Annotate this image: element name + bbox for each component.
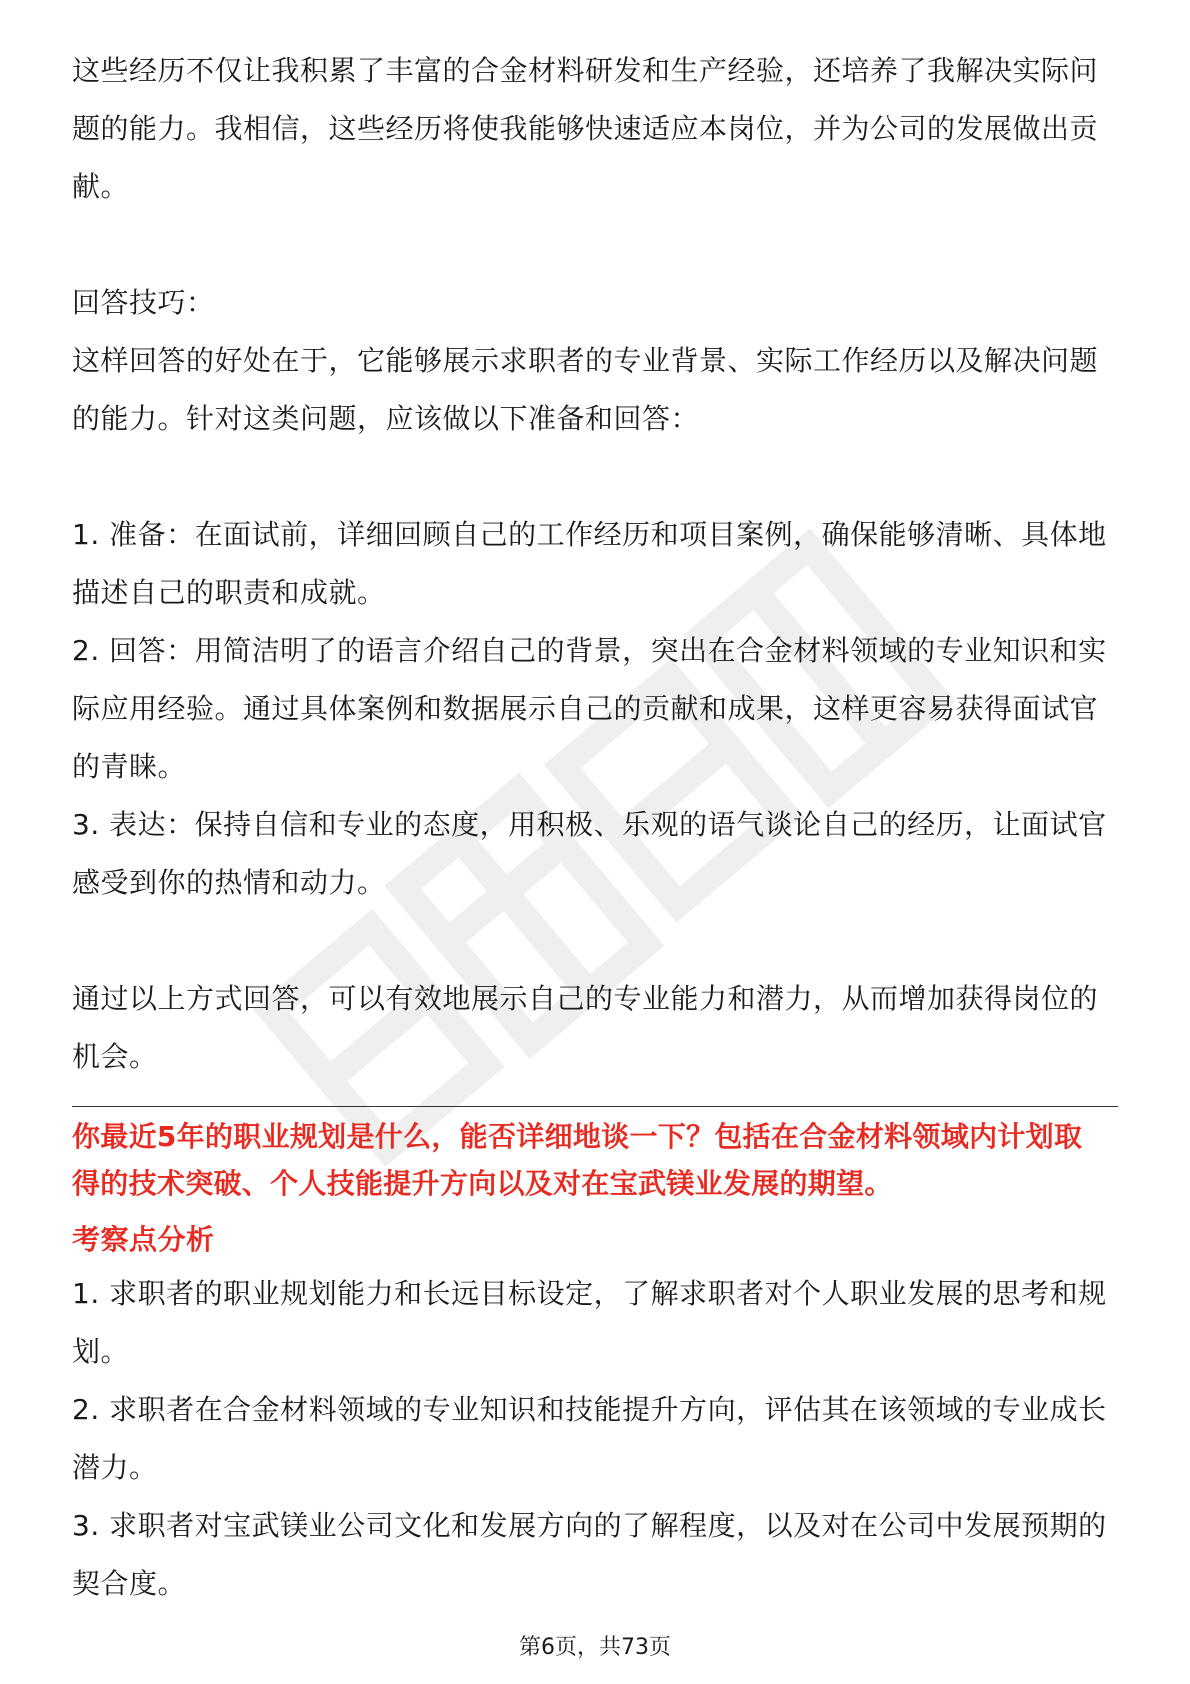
text-line: 2. 求职者在合金材料领域的专业知识和技能提升方向，评估其在该领域的专业成长 bbox=[72, 1393, 1107, 1426]
analysis-item-3 bbox=[72, 1497, 1118, 1613]
text-line: 契合度。 bbox=[72, 1567, 187, 1600]
text-line: 的能力。针对这类问题，应该做以下准备和回答： bbox=[72, 402, 700, 435]
text-line: 际应用经验。通过具体案例和数据展示自己的贡献和成果，这样更容易获得面试官 bbox=[72, 692, 1099, 725]
text-line: 通过以上方式回答，可以有效地展示自己的专业能力和潜力，从而增加获得岗位的 bbox=[72, 982, 1099, 1015]
text-line: 2. 回答：用简洁明了的语言介绍自己的背景，突出在合金材料领域的专业知识和实 bbox=[72, 634, 1107, 667]
text-line: 1. 求职者的职业规划能力和长远目标设定，了解求职者对个人职业发展的思考和规 bbox=[72, 1277, 1107, 1310]
text-line: 这些经历不仅让我积累了丰富的合金材料研发和生产经验，还培养了我解决实际问 bbox=[72, 54, 1099, 87]
text-line: 献。 bbox=[72, 170, 130, 203]
analysis-list bbox=[72, 1265, 1118, 1613]
question-line: 得的技术突破、个人技能提升方向以及对在宝武镁业发展的期望。 bbox=[72, 1167, 893, 1200]
tips-heading: 回答技巧： bbox=[72, 286, 215, 319]
text-line: 3. 表达：保持自信和专业的态度，用积极、乐观的语气谈论自己的经历，让面试官 bbox=[72, 808, 1107, 841]
text-line: 的青睐。 bbox=[72, 750, 187, 783]
text-line: 机会。 bbox=[72, 1040, 158, 1073]
interview-question bbox=[72, 1113, 1118, 1207]
document-page bbox=[72, 42, 1118, 1613]
conclusion-paragraph bbox=[72, 970, 1118, 1086]
text-line: 描述自己的职责和成就。 bbox=[72, 576, 386, 609]
page-number: 第6页，共73页 bbox=[519, 1635, 671, 1660]
text-line: 题的能力。我相信，这些经历将使我能够快速适应本岗位，并为公司的发展做出贡 bbox=[72, 112, 1099, 145]
analysis-item-1 bbox=[72, 1265, 1118, 1381]
tips-item-answer bbox=[72, 622, 1118, 796]
text-line: 划。 bbox=[72, 1335, 130, 1368]
question-line: 你最近5年的职业规划是什么，能否详细地谈一下？包括在合金材料领域内计划取 bbox=[72, 1120, 1083, 1153]
analysis-item-2 bbox=[72, 1381, 1118, 1497]
text-line: 潜力。 bbox=[72, 1451, 158, 1484]
tips-list bbox=[72, 506, 1118, 912]
text-line: 1. 准备：在面试前，详细回顾自己的工作经历和项目案例，确保能够清晰、具体地 bbox=[72, 518, 1107, 551]
text-line: 这样回答的好处在于，它能够展示求职者的专业背景、实际工作经历以及解决问题 bbox=[72, 344, 1099, 377]
intro-paragraph bbox=[72, 42, 1118, 216]
text-line: 3. 求职者对宝武镁业公司文化和发展方向的了解程度，以及对在公司中发展预期的 bbox=[72, 1509, 1107, 1542]
section-divider bbox=[72, 1106, 1118, 1107]
text-line: 感受到你的热情和动力。 bbox=[72, 866, 386, 899]
analysis-title: 考察点分析 bbox=[72, 1223, 215, 1256]
tips-intro bbox=[72, 332, 1118, 448]
tips-item-prepare bbox=[72, 506, 1118, 622]
tips-item-express bbox=[72, 796, 1118, 912]
